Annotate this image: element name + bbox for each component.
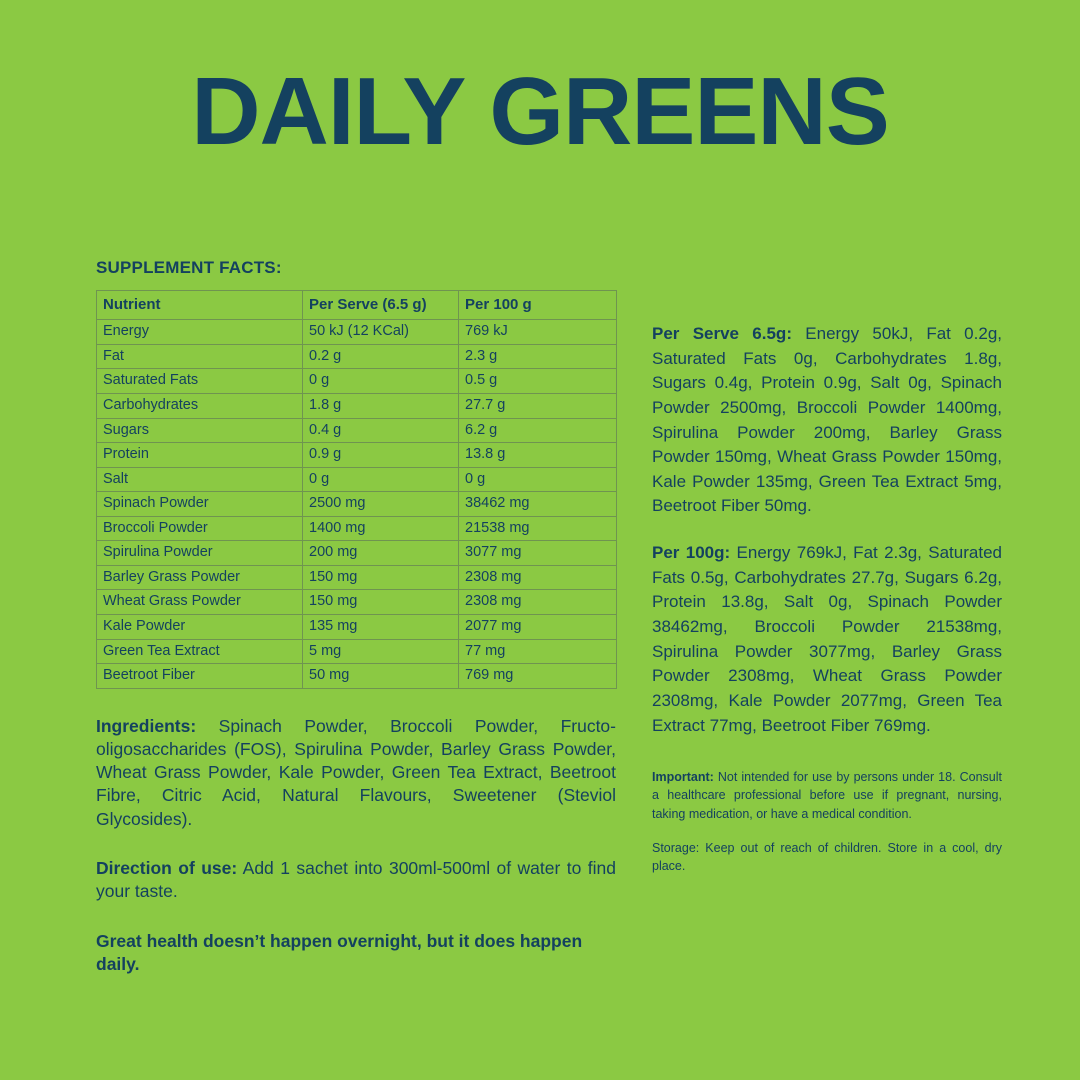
cell-per-100g: 2.3 g xyxy=(459,344,617,369)
cell-nutrient: Beetroot Fiber xyxy=(97,664,303,689)
per-serve-text: Energy 50kJ, Fat 0.2g, Saturated Fats 0g, Carbohydrates 1.8g, Sugars 0.4g, Protein 0.9g, Salt 0g, Spinach Powder 2500mg, Broccoli Powder 1400mg, Spirulina Powder 200mg, Barley Grass Powder 150mg, Wheat Grass Powder 150mg, Kale Powder 135mg, Green Tea Extract 5mg, Beetroot Fiber 50mg. xyxy=(652,324,1002,516)
page-title: DAILY GREENS xyxy=(191,58,889,165)
direction-label: Direction of use: xyxy=(96,858,238,879)
cell-nutrient: Spinach Powder xyxy=(97,492,303,517)
per-serve-label: Per Serve 6.5g: xyxy=(652,324,792,343)
cell-per-serve: 1.8 g xyxy=(303,393,459,418)
cell-nutrient: Spirulina Powder xyxy=(97,541,303,566)
table-row xyxy=(97,565,617,590)
cell-per-serve: 2500 mg xyxy=(303,492,459,517)
per-serve-paragraph xyxy=(652,322,1002,519)
storage-note: Storage: Keep out of reach of children. Store in a cool, dry place. xyxy=(652,840,1002,873)
cell-per-serve: 50 kJ (12 KCal) xyxy=(303,320,459,345)
cell-per-100g: 38462 mg xyxy=(459,492,617,517)
cell-per-100g: 77 mg xyxy=(459,639,617,664)
cell-per-100g: 0.5 g xyxy=(459,369,617,394)
per-100g-text: Energy 769kJ, Fat 2.3g, Saturated Fats 0.5g, Carbohydrates 27.7g, Sugars 6.2g, Protein 13.8g, Salt 0g, Spinach Powder 38462mg, Broccoli Powder 21538mg, Spirulina Powder 3077mg, Barley Grass Powder 2308mg, Wheat Grass Powder 2308mg, Kale Powder 2077mg, Green Tea Extract 77mg, Beetroot Fiber 769mg. xyxy=(652,543,1002,735)
cell-per-serve: 0.9 g xyxy=(303,443,459,468)
cell-per-100g: 3077 mg xyxy=(459,541,617,566)
table-row xyxy=(97,615,617,640)
table-row xyxy=(97,418,617,443)
table-row xyxy=(97,320,617,345)
important-text: Not intended for use by persons under 18. Consult a healthcare professional before use if pregnant, nursing, taking medication, or have a medical condition. xyxy=(652,770,1002,821)
cell-per-serve: 0 g xyxy=(303,369,459,394)
ingredients-label: Ingredients: xyxy=(96,715,197,736)
column-header-nutrient: Nutrient xyxy=(97,291,303,320)
table-row xyxy=(97,443,617,468)
content-area xyxy=(96,258,1002,976)
table-row xyxy=(97,393,617,418)
cell-per-100g: 0 g xyxy=(459,467,617,492)
table-row xyxy=(97,344,617,369)
cell-per-serve: 0.2 g xyxy=(303,344,459,369)
cell-nutrient: Fat xyxy=(97,344,303,369)
table-header-row xyxy=(97,291,617,320)
ingredients-paragraph xyxy=(96,715,616,831)
cell-per-100g: 2308 mg xyxy=(459,590,617,615)
cell-per-serve: 150 mg xyxy=(303,565,459,590)
left-column xyxy=(96,290,616,976)
cell-per-serve: 150 mg xyxy=(303,590,459,615)
cell-per-100g: 2308 mg xyxy=(459,565,617,590)
cell-per-100g: 769 mg xyxy=(459,664,617,689)
direction-text: Add 1 sachet into 300ml-500ml of water to find your taste. xyxy=(96,858,616,902)
table-row xyxy=(97,541,617,566)
cell-per-100g: 769 kJ xyxy=(459,320,617,345)
table-row xyxy=(97,492,617,517)
ingredients-text: Spinach Powder, Broccoli Powder, Fructo-oligosaccharides (FOS), Spirulina Powder, Barley Grass Powder, Wheat Grass Powder, Kale Powder, Green Tea Extract, Beetroot Fibre, Citric Acid, Natural Flavours, Sweetener (Steviol Glycosides). xyxy=(96,715,616,829)
cell-per-serve: 0 g xyxy=(303,467,459,492)
per-100g-label: Per 100g: xyxy=(652,543,731,563)
cell-nutrient: Kale Powder xyxy=(97,615,303,640)
cell-per-serve: 135 mg xyxy=(303,615,459,640)
per-100g-paragraph xyxy=(652,541,1002,738)
right-column xyxy=(652,290,1002,875)
cell-per-100g: 13.8 g xyxy=(459,443,617,468)
important-note xyxy=(652,768,1002,822)
cell-nutrient: Wheat Grass Powder xyxy=(97,590,303,615)
cell-per-100g: 6.2 g xyxy=(459,418,617,443)
cell-nutrient: Sugars xyxy=(97,418,303,443)
table-row xyxy=(97,639,617,664)
important-label: Important: xyxy=(652,770,714,785)
tagline: Great health doesn’t happen overnight, but it does happen daily. xyxy=(96,930,583,974)
cell-per-serve: 0.4 g xyxy=(303,418,459,443)
cell-nutrient: Saturated Fats xyxy=(97,369,303,394)
cell-per-serve: 5 mg xyxy=(303,639,459,664)
cell-per-100g: 21538 mg xyxy=(459,516,617,541)
cell-nutrient: Carbohydrates xyxy=(97,393,303,418)
supplement-facts-table xyxy=(96,290,617,689)
table-row xyxy=(97,516,617,541)
table-row xyxy=(97,664,617,689)
cell-per-serve: 50 mg xyxy=(303,664,459,689)
cell-nutrient: Broccoli Powder xyxy=(97,516,303,541)
cell-nutrient: Salt xyxy=(97,467,303,492)
cell-per-100g: 2077 mg xyxy=(459,615,617,640)
column-header-per-100g: Per 100 g xyxy=(459,291,617,320)
cell-per-serve: 200 mg xyxy=(303,541,459,566)
two-column-layout xyxy=(96,290,1002,976)
table-row xyxy=(97,590,617,615)
cell-nutrient: Energy xyxy=(97,320,303,345)
table-row xyxy=(97,467,617,492)
cell-nutrient: Protein xyxy=(97,443,303,468)
direction-paragraph xyxy=(96,857,616,904)
cell-nutrient: Green Tea Extract xyxy=(97,639,303,664)
cell-per-100g: 27.7 g xyxy=(459,393,617,418)
cell-per-serve: 1400 mg xyxy=(303,516,459,541)
column-header-per-serve: Per Serve (6.5 g) xyxy=(303,291,459,320)
supplement-facts-heading: SUPPLEMENT FACTS: xyxy=(96,258,282,277)
cell-nutrient: Barley Grass Powder xyxy=(97,565,303,590)
table-row xyxy=(97,369,617,394)
